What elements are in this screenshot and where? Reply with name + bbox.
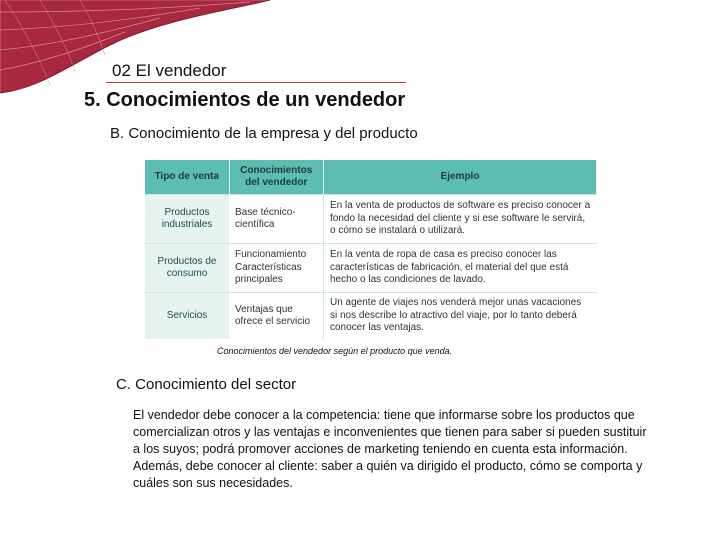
chapter-title: El vendedor <box>135 61 227 80</box>
page-title: 5. Conocimientos de un vendedor <box>84 89 406 111</box>
table-cell-ejemplo: En la venta de ropa de casa es preciso conocer las características de fabricación, el material del que está hecho o las condiciones de lavado. <box>324 244 597 293</box>
table-row <box>145 293 597 340</box>
table-header-tipo: Tipo de venta <box>145 160 229 195</box>
chapter-underline <box>106 82 406 83</box>
table-cell-ejemplo: Un agente de viajes nos venderá mejor unas vacaciones si nos describe lo atractivo del viaje, por lo tanto deberá conocer las ventajas. <box>324 293 597 340</box>
table-caption: Conocimientos del vendedor según el producto que venda. <box>217 346 453 356</box>
table-row <box>145 244 597 293</box>
table-row <box>145 195 597 244</box>
chapter-label <box>112 61 226 81</box>
table-cell-conocimientos: Ventajas que ofrece el servicio <box>229 293 324 340</box>
table-header-row <box>145 160 597 195</box>
body-paragraph: El vendedor debe conocer a la competencia: tiene que informarse sobre los productos que comercializan otros y las ventajas e inconvenientes que tienen para saber si pueden sustituir a los suyos; podrá promover acciones de marketing teniendo en cuenta esta información. <box>133 408 647 456</box>
section-c-heading: C. Conocimiento del sector <box>116 376 297 393</box>
chapter-number: 02 <box>112 61 131 80</box>
table-cell-tipo: Servicios <box>145 293 229 340</box>
table-cell-conocimientos: Funcionamiento Características principales <box>229 244 324 293</box>
body-paragraph: Además, debe conocer al cliente: saber a quién va dirigido el producto, cómo se comporta y cuáles son sus necesidades. <box>133 459 643 490</box>
section-c-body <box>133 407 653 492</box>
table-cell-ejemplo: En la venta de productos de software es preciso conocer a fondo la necesidad del cliente y si ese software le servirá, o cómo se instalará o utilizará. <box>324 195 597 244</box>
table-header-conocimientos: Conocimientos del vendedor <box>229 160 324 195</box>
table-cell-tipo: Productos industriales <box>145 195 229 244</box>
section-b-heading: B. Conocimiento de la empresa y del producto <box>110 125 418 142</box>
table-cell-conocimientos: Base técnico-científica <box>229 195 324 244</box>
table-header-ejemplo: Ejemplo <box>324 160 597 195</box>
table-cell-tipo: Productos de consumo <box>145 244 229 293</box>
knowledge-table <box>145 160 597 339</box>
